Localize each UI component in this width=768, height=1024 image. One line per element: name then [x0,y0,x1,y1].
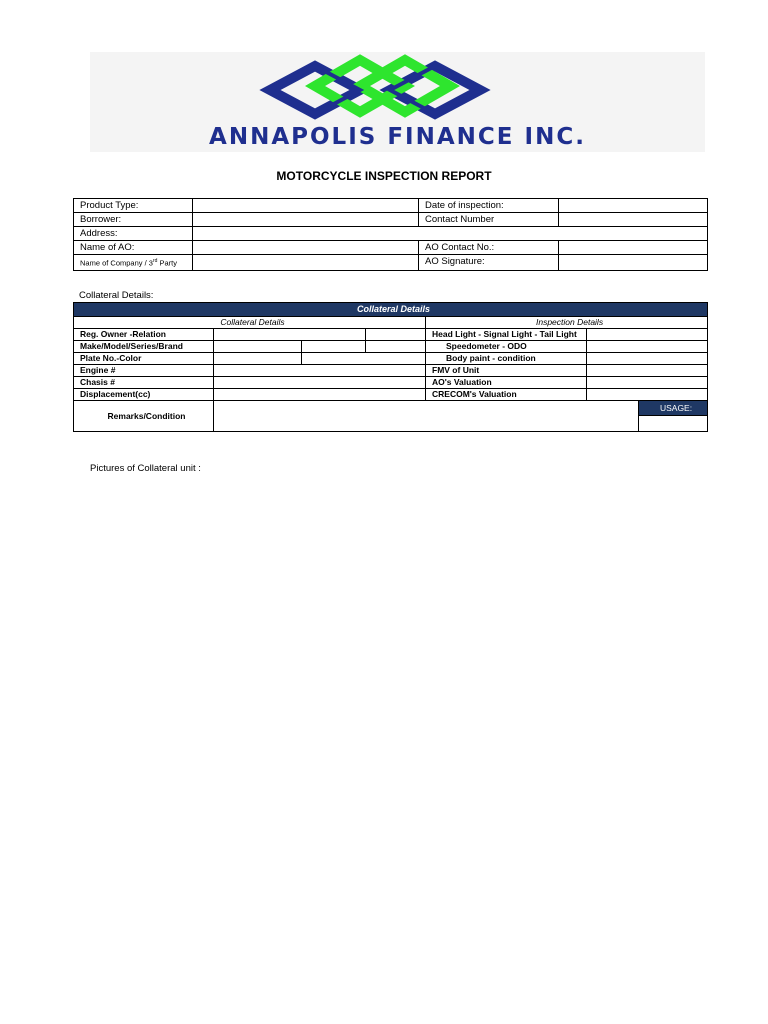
usage-field[interactable] [639,416,708,432]
table-row [74,341,708,353]
crecom-valuation-field[interactable] [587,389,708,401]
crecom-valuation-label: CRECOM's Valuation [426,389,587,401]
address-label: Address: [74,227,193,241]
engine-label: Engine # [74,365,214,377]
table-row [74,213,708,227]
date-of-inspection-label: Date of inspection: [419,199,559,213]
make-model-label: Make/Model/Series/Brand [74,341,214,353]
collateral-header: Collateral Details [74,303,708,317]
product-type-label: Product Type: [74,199,193,213]
ao-contact-field[interactable] [559,241,708,255]
remarks-field[interactable] [214,401,639,432]
speedometer-label: Speedometer - ODO [426,341,587,353]
date-of-inspection-field[interactable] [559,199,708,213]
ao-valuation-field[interactable] [587,377,708,389]
company-label: Name of Company / 3rd Party [74,255,193,271]
table-row [74,389,708,401]
chasis-label: Chasis # [74,377,214,389]
lights-label: Head Light - Signal Light - Tail Light [426,329,587,341]
report-title: MOTORCYCLE INSPECTION REPORT [276,169,492,183]
reg-owner-field-2[interactable] [366,329,426,341]
table-row [74,401,708,416]
series-field[interactable] [366,341,426,353]
address-field[interactable] [193,227,708,241]
contact-number-field[interactable] [559,213,708,227]
borrower-label: Borrower: [74,213,193,227]
lights-field[interactable] [587,329,708,341]
interlocking-diamonds-logo-icon [90,52,705,122]
table-header-row [74,303,708,317]
plate-field[interactable] [214,353,302,365]
inspection-subheader: Inspection Details [426,317,708,329]
color-field[interactable] [302,353,426,365]
table-row [74,199,708,213]
reg-owner-field[interactable] [214,329,366,341]
borrower-field[interactable] [193,213,419,227]
remarks-label: Remarks/Condition [74,401,214,432]
contact-number-label: Contact Number [419,213,559,227]
body-paint-label: Body paint - condition [426,353,587,365]
collateral-subheader: Collateral Details [74,317,426,329]
engine-field[interactable] [214,365,426,377]
usage-label: USAGE: [639,401,708,416]
fmv-field[interactable] [587,365,708,377]
ao-contact-label: AO Contact No.: [419,241,559,255]
speedometer-field[interactable] [587,341,708,353]
displacement-field[interactable] [214,389,426,401]
body-paint-field[interactable] [587,353,708,365]
displacement-label: Displacement(cc) [74,389,214,401]
name-of-ao-label: Name of AO: [74,241,193,255]
fmv-label: FMV of Unit [426,365,587,377]
ao-signature-label: AO Signature: [419,255,559,271]
company-name: ANNAPOLIS FINANCE INC. [209,124,586,150]
name-of-ao-field[interactable] [193,241,419,255]
make-field[interactable] [214,341,302,353]
ao-signature-field[interactable] [559,255,708,271]
chasis-field[interactable] [214,377,426,389]
product-type-field[interactable] [193,199,419,213]
table-row [74,227,708,241]
borrower-info-table [73,198,708,271]
model-field[interactable] [302,341,366,353]
table-row [74,255,708,271]
ao-valuation-label: AO's Valuation [426,377,587,389]
collateral-details-table [73,302,708,432]
plate-color-label: Plate No.-Color [74,353,214,365]
reg-owner-label: Reg. Owner -Relation [74,329,214,341]
collateral-caption: Collateral Details: [79,290,154,301]
pictures-label: Pictures of Collateral unit : [90,463,201,474]
table-row [74,365,708,377]
table-row [74,377,708,389]
table-subheader-row [74,317,708,329]
table-row [74,241,708,255]
table-row [74,329,708,341]
company-field[interactable] [193,255,419,271]
table-row [74,353,708,365]
